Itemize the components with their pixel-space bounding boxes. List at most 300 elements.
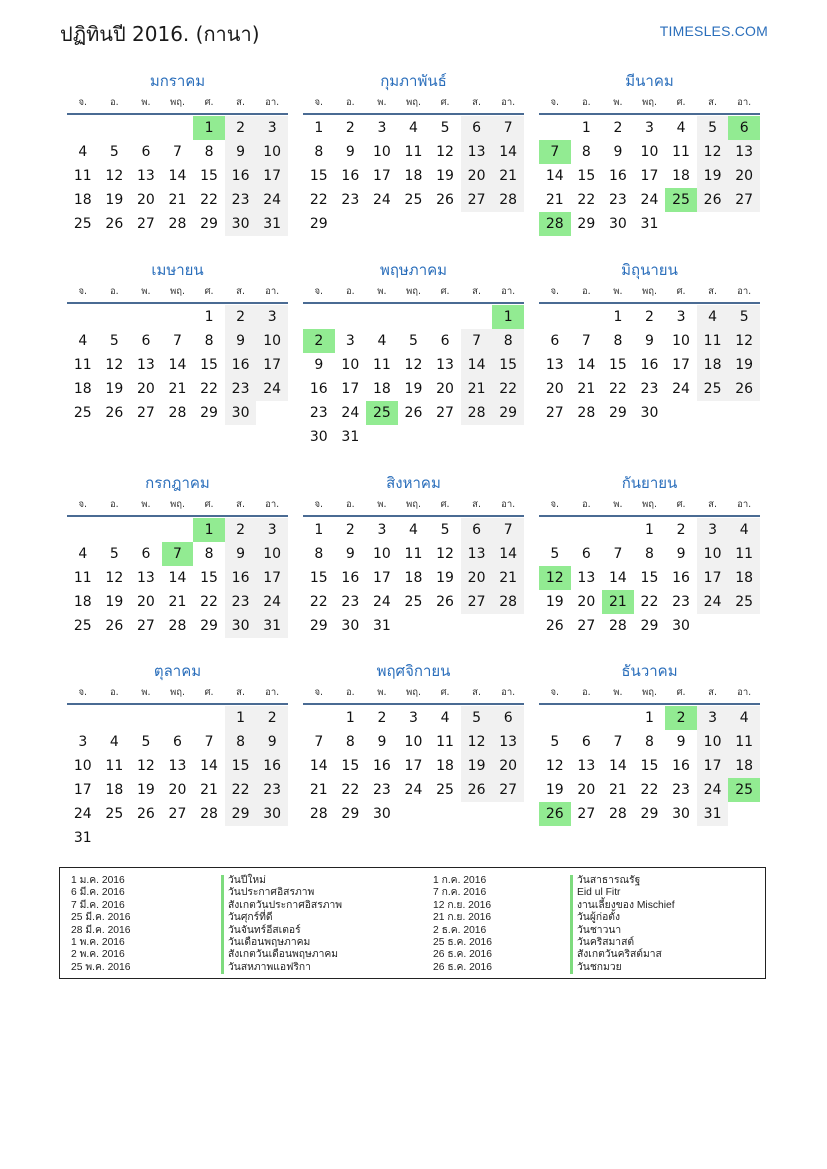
weekday-label: อา.	[265, 499, 280, 510]
day-cell: 15	[341, 758, 360, 774]
weekday-label: ส.	[472, 97, 481, 108]
day-cell: 28	[168, 405, 187, 421]
weekday-label: ส.	[236, 286, 245, 297]
day-cell: 2	[613, 120, 623, 136]
day-cell: 9	[225, 542, 257, 566]
day-cell: 18	[372, 381, 391, 397]
day-cell: 5	[461, 706, 493, 730]
holiday-name: วันปีใหม่	[228, 875, 266, 886]
day-cell: 30	[372, 806, 391, 822]
day-cell: 23	[608, 192, 627, 208]
holiday-day-cell: 1	[193, 518, 225, 542]
day-cell: 23	[309, 405, 328, 421]
day-cell: 29	[200, 405, 218, 421]
day-cell: 13	[136, 570, 155, 586]
day-cell: 3	[409, 710, 418, 726]
weekday-label: ศ.	[440, 499, 450, 510]
holiday-date: 25 มี.ค. 2016	[71, 912, 131, 924]
day-cell: 26	[461, 778, 493, 802]
weekday-label: ศ.	[676, 286, 686, 297]
weekday-header	[67, 93, 288, 115]
day-grid	[303, 116, 524, 236]
day-cell: 28	[492, 188, 524, 212]
day-cell: 12	[436, 144, 454, 160]
day-cell: 23	[256, 778, 288, 802]
day-cell: 1	[345, 710, 355, 726]
holiday-date: 2 ธ.ค. 2016	[433, 924, 487, 936]
day-cell: 5	[728, 305, 760, 329]
day-grid	[303, 518, 524, 638]
day-cell: 1	[314, 522, 324, 538]
day-cell: 17	[372, 168, 391, 184]
month-block	[303, 473, 524, 638]
day-cell: 9	[377, 734, 387, 750]
day-cell: 4	[728, 518, 760, 542]
day-cell: 25	[73, 216, 92, 232]
holiday-name: วันประกาศอิสรภาพ	[228, 887, 315, 899]
day-cell: 24	[256, 377, 288, 401]
day-cell: 20	[545, 381, 564, 397]
day-cell: 10	[256, 542, 288, 566]
day-cell: 15	[200, 168, 218, 184]
day-cell: 25	[404, 192, 423, 208]
weekday-label: จ.	[550, 687, 560, 698]
weekday-label: พฤ.	[641, 97, 657, 108]
month-title: มีนาคม	[625, 72, 674, 90]
day-cell: 4	[697, 305, 729, 329]
day-cell: 19	[136, 782, 155, 798]
weekday-label: อ.	[109, 286, 119, 297]
day-cell: 30	[608, 216, 627, 232]
empty-cell	[67, 706, 99, 730]
day-cell: 3	[377, 522, 387, 538]
day-cell: 26	[545, 618, 564, 634]
day-cell: 29	[608, 405, 627, 421]
day-cell: 20	[728, 164, 760, 188]
weekday-label: ศ.	[440, 97, 450, 108]
day-cell: 12	[728, 329, 760, 353]
day-cell: 18	[73, 381, 92, 397]
day-cell: 5	[141, 734, 151, 750]
empty-cell	[335, 305, 367, 329]
empty-cell	[539, 116, 571, 140]
day-cell: 17	[73, 782, 92, 798]
day-cell: 30	[225, 401, 257, 425]
day-cell: 2	[225, 305, 257, 329]
day-cell: 10	[256, 140, 288, 164]
holiday-day-cell: 1	[193, 116, 225, 140]
day-cell: 26	[136, 806, 155, 822]
day-cell: 16	[341, 168, 360, 184]
weekday-label: ส.	[708, 286, 717, 297]
day-cell: 25	[697, 377, 729, 401]
holiday-name: วันคริสมาสต์	[577, 936, 635, 948]
day-cell: 6	[461, 116, 493, 140]
weekday-header	[539, 93, 760, 115]
day-cell: 25	[404, 594, 423, 610]
holiday-name: สังเกตวันเดือนพฤษภาคม	[228, 949, 339, 961]
day-cell: 13	[461, 140, 493, 164]
brand-logo-text[interactable]: TIMESLES.COM	[659, 23, 768, 39]
day-cell: 12	[697, 140, 729, 164]
weekday-label: ศ.	[204, 97, 214, 108]
empty-cell	[162, 518, 194, 542]
weekday-label: ส.	[472, 499, 481, 510]
day-cell: 26	[105, 405, 124, 421]
holiday-name: วันเดือนพฤษภาคม	[228, 936, 311, 948]
weekday-label: พ.	[613, 687, 623, 698]
day-grid	[67, 305, 288, 425]
weekday-header	[539, 683, 760, 705]
holiday-date: 7 มี.ค. 2016	[71, 899, 125, 911]
day-cell: 13	[436, 357, 454, 373]
day-cell: 16	[256, 754, 288, 778]
day-cell: 8	[613, 333, 623, 349]
weekday-label: อา.	[265, 687, 280, 698]
empty-cell	[67, 116, 99, 140]
day-cell: 27	[136, 405, 155, 421]
holiday-day-cell: 12	[539, 566, 571, 590]
day-cell: 31	[341, 429, 360, 445]
day-cell: 14	[608, 758, 627, 774]
holiday-day-cell: 25	[366, 401, 398, 425]
month-title: พฤศจิกายน	[376, 662, 451, 680]
holiday-names-column-2	[570, 875, 675, 974]
holiday-name: วันสหภาพแอฟริกา	[228, 961, 311, 973]
empty-cell	[130, 305, 162, 329]
day-cell: 31	[256, 212, 288, 236]
day-cell: 9	[645, 333, 654, 349]
weekday-label: พ.	[141, 499, 151, 510]
day-cell: 30	[341, 618, 360, 634]
day-cell: 1	[204, 309, 214, 325]
weekday-label: อ.	[109, 687, 119, 698]
day-cell: 17	[697, 754, 729, 778]
holiday-date: 25 พ.ค. 2016	[71, 961, 131, 973]
day-cell: 14	[200, 758, 218, 774]
holiday-date: 12 ก.ย. 2016	[433, 899, 492, 911]
day-cell: 22	[309, 192, 328, 208]
holiday-day-cell: 7	[162, 542, 194, 566]
holiday-list	[59, 867, 766, 979]
holiday-date: 26 ธ.ค. 2016	[433, 961, 492, 973]
empty-cell	[539, 706, 571, 730]
weekday-label: พฤ.	[641, 499, 657, 510]
day-cell: 17	[640, 168, 659, 184]
day-grid	[539, 305, 760, 425]
day-cell: 4	[409, 522, 418, 538]
day-cell: 29	[577, 216, 596, 232]
day-cell: 30	[225, 614, 257, 638]
empty-cell	[99, 305, 131, 329]
day-cell: 29	[341, 806, 360, 822]
day-grid	[539, 518, 760, 638]
day-cell: 11	[728, 730, 760, 754]
month-title: พฤษภาคม	[379, 261, 448, 279]
day-cell: 25	[436, 782, 454, 798]
day-cell: 17	[404, 758, 423, 774]
day-cell: 26	[697, 188, 729, 212]
day-cell: 10	[640, 144, 659, 160]
month-block	[539, 260, 760, 425]
weekday-label: พฤ.	[169, 687, 185, 698]
day-grid	[67, 116, 288, 236]
day-cell: 30	[309, 429, 328, 445]
weekday-label: อา.	[265, 97, 280, 108]
holiday-date: 1 ก.ค. 2016	[433, 875, 487, 886]
day-cell: 4	[409, 120, 418, 136]
holiday-name: Eid ul Fitr	[577, 887, 621, 899]
day-cell: 13	[577, 570, 596, 586]
month-block	[539, 473, 760, 638]
day-cell: 29	[640, 806, 659, 822]
day-cell: 27	[168, 806, 187, 822]
day-cell: 20	[136, 192, 155, 208]
holiday-name: สังเกตวันประกาศอิสรภาพ	[228, 899, 343, 911]
weekday-label: อ.	[581, 499, 591, 510]
day-cell: 26	[404, 405, 423, 421]
day-cell: 16	[309, 381, 328, 397]
weekday-header	[539, 282, 760, 304]
day-cell: 14	[168, 168, 187, 184]
weekday-label: ส.	[708, 97, 717, 108]
day-cell: 12	[461, 730, 493, 754]
holiday-day-cell: 1	[492, 305, 524, 329]
day-cell: 23	[225, 590, 257, 614]
day-cell: 24	[404, 782, 423, 798]
empty-cell	[193, 706, 225, 730]
day-cell: 11	[404, 546, 423, 562]
weekday-label: อา.	[265, 286, 280, 297]
empty-cell	[130, 116, 162, 140]
day-cell: 6	[173, 734, 182, 750]
day-cell: 18	[404, 168, 423, 184]
month-title: สิงหาคม	[386, 474, 441, 492]
day-cell: 7	[204, 734, 214, 750]
day-cell: 21	[545, 192, 564, 208]
day-cell: 5	[109, 333, 119, 349]
day-cell: 21	[168, 594, 187, 610]
weekday-label: อา.	[501, 499, 516, 510]
day-cell: 20	[136, 381, 155, 397]
day-cell: 19	[436, 570, 454, 586]
weekday-label: ศ.	[676, 499, 686, 510]
day-cell: 23	[672, 782, 690, 798]
weekday-label: ศ.	[440, 687, 450, 698]
day-cell: 15	[309, 570, 328, 586]
day-cell: 31	[372, 618, 391, 634]
weekday-label: พ.	[141, 286, 151, 297]
day-cell: 31	[256, 614, 288, 638]
day-cell: 26	[105, 618, 124, 634]
holiday-day-cell: 26	[539, 802, 571, 826]
weekday-label: อา.	[501, 97, 516, 108]
holiday-day-cell: 7	[539, 140, 571, 164]
day-cell: 21	[168, 381, 187, 397]
day-cell: 6	[581, 734, 591, 750]
day-cell: 31	[73, 830, 92, 846]
weekday-header	[303, 93, 524, 115]
day-cell: 11	[73, 357, 92, 373]
weekday-label: อ.	[581, 286, 591, 297]
day-cell: 13	[492, 730, 524, 754]
holiday-name: วันศุกร์ที่ดี	[228, 912, 273, 924]
day-cell: 17	[256, 566, 288, 590]
day-cell: 31	[640, 216, 659, 232]
day-cell: 13	[136, 168, 155, 184]
day-cell: 3	[256, 518, 288, 542]
empty-cell	[99, 706, 131, 730]
day-cell: 15	[309, 168, 328, 184]
day-cell: 3	[256, 305, 288, 329]
day-cell: 22	[200, 594, 218, 610]
day-cell: 2	[256, 706, 288, 730]
day-cell: 25	[728, 590, 760, 614]
day-cell: 28	[200, 806, 218, 822]
day-cell: 14	[577, 357, 596, 373]
weekday-label: พ.	[613, 499, 623, 510]
day-cell: 30	[256, 802, 288, 826]
empty-cell	[571, 518, 603, 542]
day-cell: 17	[672, 357, 690, 373]
weekday-label: จ.	[78, 286, 88, 297]
day-cell: 1	[314, 120, 324, 136]
day-cell: 4	[377, 333, 387, 349]
day-cell: 22	[225, 778, 257, 802]
weekday-header	[303, 282, 524, 304]
weekday-header	[67, 683, 288, 705]
day-cell: 14	[492, 542, 524, 566]
weekday-header	[67, 495, 288, 517]
day-cell: 1	[225, 706, 257, 730]
holiday-date: 25 ธ.ค. 2016	[433, 936, 492, 948]
month-title: กรกฎาคม	[145, 474, 210, 492]
day-cell: 16	[225, 164, 257, 188]
day-cell: 3	[697, 706, 729, 730]
day-cell: 1	[613, 309, 623, 325]
day-cell: 15	[640, 758, 659, 774]
day-cell: 19	[697, 164, 729, 188]
weekday-label: ส.	[236, 499, 245, 510]
weekday-label: ส.	[472, 687, 481, 698]
day-cell: 7	[613, 546, 623, 562]
day-grid	[67, 706, 288, 850]
day-cell: 27	[461, 188, 493, 212]
day-cell: 30	[672, 806, 690, 822]
day-cell: 12	[436, 546, 454, 562]
day-cell: 25	[105, 806, 124, 822]
day-cell: 18	[697, 353, 729, 377]
day-cell: 20	[168, 782, 187, 798]
weekday-label: พฤ.	[405, 97, 421, 108]
day-cell: 19	[545, 782, 564, 798]
day-cell: 11	[672, 144, 690, 160]
day-cell: 14	[545, 168, 564, 184]
day-cell: 12	[545, 758, 564, 774]
day-cell: 12	[105, 570, 124, 586]
day-cell: 5	[109, 144, 119, 160]
day-cell: 6	[461, 518, 493, 542]
day-cell: 22	[492, 377, 524, 401]
weekday-label: อา.	[737, 687, 752, 698]
weekday-label: พ.	[377, 499, 387, 510]
weekday-label: ส.	[708, 687, 717, 698]
day-cell: 5	[550, 734, 560, 750]
empty-cell	[461, 305, 493, 329]
day-cell: 7	[173, 144, 182, 160]
day-cell: 9	[314, 357, 324, 373]
day-cell: 23	[225, 377, 257, 401]
weekday-label: ศ.	[204, 286, 214, 297]
day-cell: 18	[672, 168, 690, 184]
day-cell: 22	[341, 782, 360, 798]
empty-cell	[539, 518, 571, 542]
weekday-header	[539, 495, 760, 517]
holiday-dates-column-2	[433, 875, 492, 974]
weekday-label: อ.	[345, 687, 355, 698]
day-cell: 2	[645, 309, 654, 325]
day-cell: 30	[225, 212, 257, 236]
weekday-label: พฤ.	[169, 499, 185, 510]
day-cell: 29	[200, 618, 218, 634]
holiday-day-cell: 6	[728, 116, 760, 140]
day-cell: 22	[200, 381, 218, 397]
day-cell: 19	[105, 192, 124, 208]
holiday-name: วันสาธารณรัฐ	[577, 875, 641, 886]
holiday-name: สังเกตวันคริสต์มาส	[577, 949, 662, 961]
day-cell: 2	[225, 518, 257, 542]
day-cell: 6	[141, 144, 151, 160]
day-cell: 10	[372, 546, 391, 562]
day-cell: 5	[550, 546, 560, 562]
day-cell: 6	[492, 706, 524, 730]
day-cell: 29	[309, 216, 328, 232]
day-cell: 24	[372, 192, 391, 208]
day-cell: 11	[73, 570, 92, 586]
weekday-label: จ.	[314, 499, 324, 510]
day-cell: 29	[200, 216, 218, 232]
day-cell: 8	[345, 734, 355, 750]
empty-cell	[571, 305, 603, 329]
day-cell: 18	[728, 566, 760, 590]
day-cell: 23	[372, 782, 391, 798]
day-cell: 4	[109, 734, 119, 750]
weekday-label: พ.	[377, 687, 387, 698]
weekday-label: จ.	[550, 97, 560, 108]
month-block	[67, 473, 288, 638]
weekday-label: จ.	[78, 97, 88, 108]
month-block	[303, 260, 524, 449]
day-cell: 16	[225, 353, 257, 377]
weekday-label: จ.	[550, 286, 560, 297]
day-cell: 23	[225, 188, 257, 212]
weekday-label: พฤ.	[405, 499, 421, 510]
day-cell: 23	[341, 594, 360, 610]
day-cell: 22	[577, 192, 596, 208]
day-cell: 28	[461, 401, 493, 425]
day-cell: 6	[141, 333, 151, 349]
weekday-label: ส.	[708, 499, 717, 510]
day-cell: 6	[581, 546, 591, 562]
day-cell: 13	[168, 758, 187, 774]
day-cell: 14	[492, 140, 524, 164]
day-cell: 4	[78, 144, 88, 160]
day-cell: 25	[73, 405, 92, 421]
weekday-label: อ.	[345, 286, 355, 297]
day-cell: 28	[608, 806, 627, 822]
day-cell: 28	[608, 618, 627, 634]
day-cell: 24	[640, 192, 659, 208]
